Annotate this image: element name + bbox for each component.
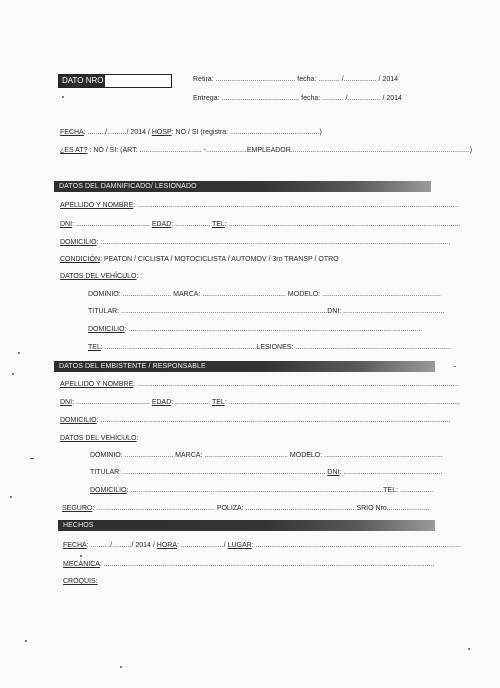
section-title-damnificado: DATOS DEL DAMNIFICADO/ LESIONADO xyxy=(59,183,197,190)
scan-speck xyxy=(62,96,64,98)
damnificado-tel-row[interactable]: TEL: ..............................................................................LESIONES: ................................................................................ xyxy=(88,344,451,351)
embistente-domicilio[interactable]: DOMICILIO: .................................................................................................................................................................................... xyxy=(60,417,451,424)
retira-line[interactable]: Retira: ......................................... fecha: ........... /................. / 2014 xyxy=(193,76,399,83)
damnificado-apellido[interactable]: APELLIDO Y NOMBRE: ..................................................................................................................................................................... xyxy=(60,202,459,209)
scan-speck xyxy=(18,352,20,354)
scan-speck xyxy=(454,366,456,367)
damnificado-domicilio-vehiculo[interactable]: DOMICILIO: ....................................................................................................................................................... xyxy=(88,326,423,333)
embistente-titular-row[interactable]: TITULAR: ........................................................................................................ DNI: ................................................... xyxy=(90,469,443,476)
entrega-line[interactable]: Entrega: ........................................ fecha: ........... /................. / 2014 xyxy=(193,95,402,102)
damnificado-dni-row[interactable]: DNI: ...................................... EDAD: .................. TEL: ....................................................................................................................... xyxy=(60,221,461,228)
scan-speck xyxy=(10,496,12,498)
scan-speck xyxy=(12,373,14,375)
es-at-line[interactable]: ¿ES AT? : NO / SI: (ART: ................................ -.....................EMPLEADOR............................................................................................) xyxy=(60,147,473,154)
embistente-domicilio-vehiculo[interactable]: DOMICILIO: ..................................................................................................................................TEL: ................. xyxy=(90,487,434,494)
scan-speck xyxy=(30,458,34,459)
embistente-dni-row[interactable]: DNI: ...................................... EDAD: .................. TEL: ....................................................................................................................... xyxy=(60,399,461,406)
embistente-vehiculo-title: DATOS DEL VEHÍCULO: xyxy=(60,435,139,442)
damnificado-domicilio[interactable]: DOMICILIO: .................................................................................................................................................................................... xyxy=(60,239,451,246)
section-bar-damnificado xyxy=(54,181,431,192)
scan-speck xyxy=(25,640,27,642)
section-bar-hechos xyxy=(58,520,435,531)
embistente-seguro-row[interactable]: SEGURO: ............................................................. POLIZA: ........................................................ SRIO Nro...................... xyxy=(62,505,430,512)
damnificado-condicion[interactable]: CONDICIÓN: PEATON / CICLISTA / MOTOCICLISTA / AUTOMOV / 3ro TRANSP / OTRO xyxy=(60,256,339,263)
section-bar-embistente xyxy=(54,361,435,372)
damnificado-vehiculo-title: DATOS DEL VEHÍCULO: xyxy=(60,273,139,280)
embistente-dominio-row[interactable]: DOMINIO: ......................... MARCA: ........................................... MODELO: ............................................................. xyxy=(90,452,443,459)
hechos-mecanica[interactable]: MECÁNICA: .......................................................................................................................................................................... xyxy=(63,561,435,568)
dato-nro-label: DATO NRO xyxy=(59,75,105,87)
dato-nro-box[interactable] xyxy=(58,74,172,88)
scan-speck xyxy=(468,648,470,650)
fecha-hosp-line[interactable]: FECHA: ........./........../ 2014 / HOSP: NO / SI (registra: ..............................................) xyxy=(60,129,322,136)
section-title-hechos: HECHOS xyxy=(63,522,94,529)
hechos-fecha-row[interactable]: FECHA: ........../........../ 2014 / HORA: ....................../ LUGAR: .......................................................................................................... xyxy=(63,542,462,549)
scan-speck xyxy=(120,666,122,668)
scan-speck xyxy=(80,555,82,557)
croquis-area[interactable] xyxy=(60,592,440,672)
damnificado-dominio-row[interactable]: DOMINIO: ......................... MARCA: ........................................... MODELO: ............................................................. xyxy=(88,291,441,298)
section-title-embistente: DATOS DEL EMBISTENTE / RESPONSABLE xyxy=(59,363,206,370)
embistente-apellido[interactable]: APELLIDO Y NOMBRE: ..................................................................................................................................................................... xyxy=(60,381,459,388)
damnificado-titular-row[interactable]: TITULAR: ..........................................................................................................DNI: .................................................... xyxy=(88,308,445,315)
hechos-croquis-label: CROQUIS: xyxy=(63,578,98,585)
